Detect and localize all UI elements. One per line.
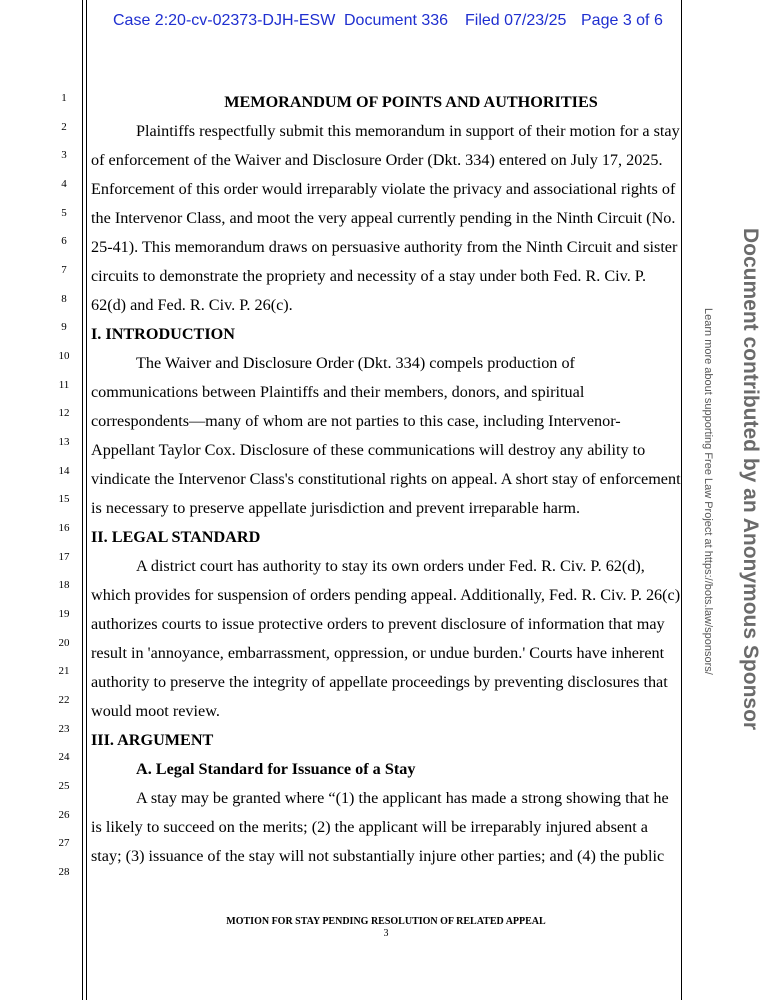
line-number: 22 bbox=[58, 694, 70, 706]
filed-date: Filed 07/23/25 bbox=[465, 12, 567, 29]
introduction-paragraph: The Waiver and Disclosure Order (Dkt. 334) compels production of communications between Plaintiffs and their members, donors, and spiritual correspondents—many of whom are not parties to this case, including Intervenor-Appellant Taylor Cox. Disclosure of these communications will destroy any ability to vindicate the Intervenor Class's constitutional rights on appeal. A short stay of enforcement is necessary to preserve appellate jurisdiction and prevent irreparable harm. bbox=[91, 354, 681, 517]
watermark-main-text: Document contributed by an Anonymous Sponsor bbox=[739, 228, 762, 731]
left-margin-rule-outer bbox=[82, 0, 83, 1000]
line-number: 14 bbox=[58, 465, 70, 477]
intro-paragraph: Plaintiffs respectfully submit this memorandum in support of their motion for a stay of enforcement of the Waiver and Disclosure Order (Dkt. 334) entered on July 17, 2025. Enforcement of this order would irreparably violate the privacy and associational rights of the Intervenor Class, and moot the very appeal currently pending in the Ninth Circuit (No. 25-41). This memorandum draws on persuasive authority from the Ninth Circuit and sister circuits to demonstrate the propriety and necessity of a stay under both Fed. R. Civ. P. 62(d) and Fed. R. Civ. P. 26(c). bbox=[91, 122, 680, 314]
line-number: 19 bbox=[58, 608, 70, 620]
line-number: 5 bbox=[61, 207, 67, 219]
line-number: 17 bbox=[58, 551, 70, 563]
line-number: 3 bbox=[61, 149, 67, 161]
line-number: 27 bbox=[58, 837, 70, 849]
line-number: 4 bbox=[61, 178, 67, 190]
line-number: 12 bbox=[58, 407, 70, 419]
filing-header bbox=[0, 12, 773, 36]
memorandum-title: MEMORANDUM OF POINTS AND AUTHORITIES bbox=[224, 93, 598, 111]
line-number: 24 bbox=[58, 751, 70, 763]
line-number: 23 bbox=[58, 723, 70, 735]
sponsor-watermark bbox=[690, 228, 770, 773]
line-number: 1 bbox=[61, 92, 67, 104]
section-heading-legal-standard: II. LEGAL STANDARD bbox=[91, 528, 261, 546]
line-number: 8 bbox=[61, 293, 67, 305]
right-margin-rule bbox=[681, 0, 682, 1000]
subsection-heading-a: A. Legal Standard for Issuance of a Stay bbox=[136, 760, 416, 778]
line-number: 25 bbox=[58, 780, 70, 792]
line-number: 16 bbox=[58, 522, 70, 534]
line-number: 9 bbox=[61, 321, 67, 333]
line-number: 13 bbox=[58, 436, 70, 448]
page-indicator: Page 3 of 6 bbox=[581, 12, 663, 29]
line-number: 18 bbox=[58, 579, 70, 591]
section-heading-introduction: I. INTRODUCTION bbox=[91, 325, 235, 343]
line-number: 15 bbox=[58, 493, 70, 505]
line-number: 28 bbox=[58, 866, 70, 878]
line-number: 11 bbox=[58, 379, 70, 391]
document-number: Document 336 bbox=[344, 12, 449, 29]
line-number: 20 bbox=[58, 637, 70, 649]
line-number: 10 bbox=[58, 350, 70, 362]
footer-page-number: 3 bbox=[383, 928, 389, 939]
subsection-a-paragraph: A stay may be granted where “(1) the applicant has made a strong showing that he is likely to succeed on the merits; (2) the applicant will be irreparably injured absent a stay; (3) issuance of the stay will not substantially injure other parties; and (4) the public bbox=[91, 789, 669, 865]
document-body bbox=[91, 88, 681, 871]
line-numbers bbox=[52, 0, 76, 1000]
case-number: Case 2:20-cv-02373-DJH-ESW bbox=[113, 12, 336, 29]
watermark-sub-text: Learn more about supporting Free Law Project at https://bots.law/sponsors/ bbox=[702, 308, 714, 675]
left-margin-rule-inner bbox=[86, 0, 87, 1000]
section-heading-argument: III. ARGUMENT bbox=[91, 731, 214, 749]
line-number: 6 bbox=[61, 235, 67, 247]
line-number: 7 bbox=[61, 264, 67, 276]
line-number: 2 bbox=[61, 121, 67, 133]
footer-title: MOTION FOR STAY PENDING RESOLUTION OF RELATED APPEAL bbox=[226, 916, 546, 927]
line-number: 21 bbox=[58, 665, 70, 677]
page-footer bbox=[91, 916, 681, 940]
legal-standard-paragraph: A district court has authority to stay its own orders under Fed. R. Civ. P. 62(d), which provides for suspension of orders pending appeal. Additionally, Fed. R. Civ. P. 26(c) authorizes courts to issue protective orders to prevent disclosure of information that may result in 'annoyance, embarrassment, oppression, or undue burden.' Courts have inherent authority to preserve the integrity of appellate proceedings by preventing disclosures that would moot review. bbox=[91, 557, 681, 720]
line-number: 26 bbox=[58, 809, 70, 821]
